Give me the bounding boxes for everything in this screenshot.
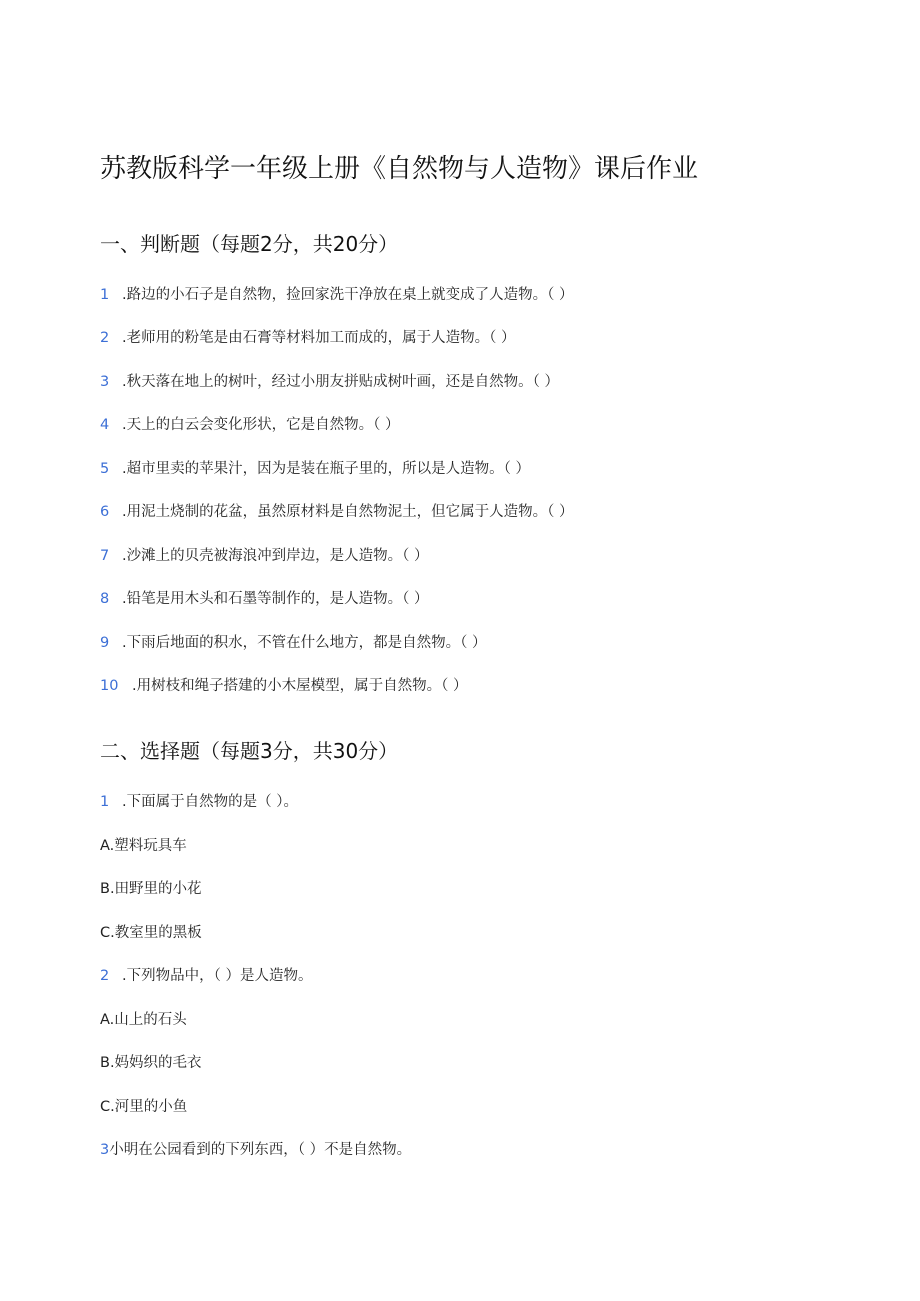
judge-item-5 (100, 457, 530, 478)
item-number: 2 (100, 330, 110, 346)
option-b: B.妈妈织的毛衣 (100, 1055, 202, 1071)
section-2-heading: 二、选择题（每题3分，共30分） (100, 739, 399, 763)
question-text: 小明在公园看到的下列东西，（ ）不是自然物。 (109, 1142, 412, 1158)
section-1-heading: 一、判断题（每题2分，共20分） (100, 232, 399, 256)
item-number: 4 (100, 417, 110, 433)
option-a: A.山上的石头 (100, 1012, 187, 1028)
choice-question-2 (100, 964, 312, 985)
choice-question-1 (100, 790, 298, 811)
question-text: .下列物品中，（ ）是人造物。 (122, 968, 313, 984)
option-c: C.河里的小鱼 (100, 1099, 188, 1115)
choice-question-3 (100, 1138, 411, 1159)
item-text: .老师用的粉笔是由石膏等材料加工而成的，属于人造物。（ ） (122, 330, 516, 346)
question-number: 3 (100, 1142, 110, 1158)
item-text: .铅笔是用木头和石墨等制作的，是人造物。（ ） (122, 591, 429, 607)
item-text: .下雨后地面的积水，不管在什么地方，都是自然物。（ ） (122, 635, 487, 651)
option-c: C.教室里的黑板 (100, 925, 202, 941)
item-text: .超市里卖的苹果汁，因为是装在瓶子里的，所以是人造物。（ ） (122, 461, 530, 477)
item-number: 3 (100, 374, 110, 390)
item-number: 9 (100, 635, 110, 651)
item-text: .用泥土烧制的花盆，虽然原材料是自然物泥土，但它属于人造物。（ ） (122, 504, 574, 520)
option-b: B.田野里的小花 (100, 881, 202, 897)
judge-item-2 (100, 326, 515, 347)
judge-item-7 (100, 544, 428, 565)
item-number: 1 (100, 287, 110, 303)
judge-item-10 (100, 674, 467, 695)
judge-item-9 (100, 631, 486, 652)
judge-item-6 (100, 500, 573, 521)
judge-item-3 (100, 370, 559, 391)
page-title: 苏教版科学一年级上册《自然物与人造物》课后作业 (100, 154, 699, 184)
question-number: 2 (100, 968, 110, 984)
item-text: .路边的小石子是自然物，捡回家洗干净放在桌上就变成了人造物。（ ） (122, 287, 574, 303)
question-number: 1 (100, 794, 110, 810)
item-text: .秋天落在地上的树叶，经过小朋友拼贴成树叶画，还是自然物。（ ） (122, 374, 559, 390)
item-text: .天上的白云会变化形状，它是自然物。（ ） (122, 417, 400, 433)
item-text: .沙滩上的贝壳被海浪冲到岸边，是人造物。（ ） (122, 548, 429, 564)
judge-item-1 (100, 283, 573, 304)
item-number: 8 (100, 591, 110, 607)
item-text: .用树枝和绳子搭建的小木屋模型，属于自然物。（ ） (132, 678, 468, 694)
option-a: A.塑料玩具车 (100, 838, 187, 854)
item-number: 7 (100, 548, 110, 564)
question-text: .下面属于自然物的是（ ）。 (122, 794, 298, 810)
item-number: 5 (100, 461, 110, 477)
judge-item-8 (100, 587, 428, 608)
item-number: 6 (100, 504, 110, 520)
judge-item-4 (100, 413, 399, 434)
item-number: 10 (100, 678, 119, 694)
